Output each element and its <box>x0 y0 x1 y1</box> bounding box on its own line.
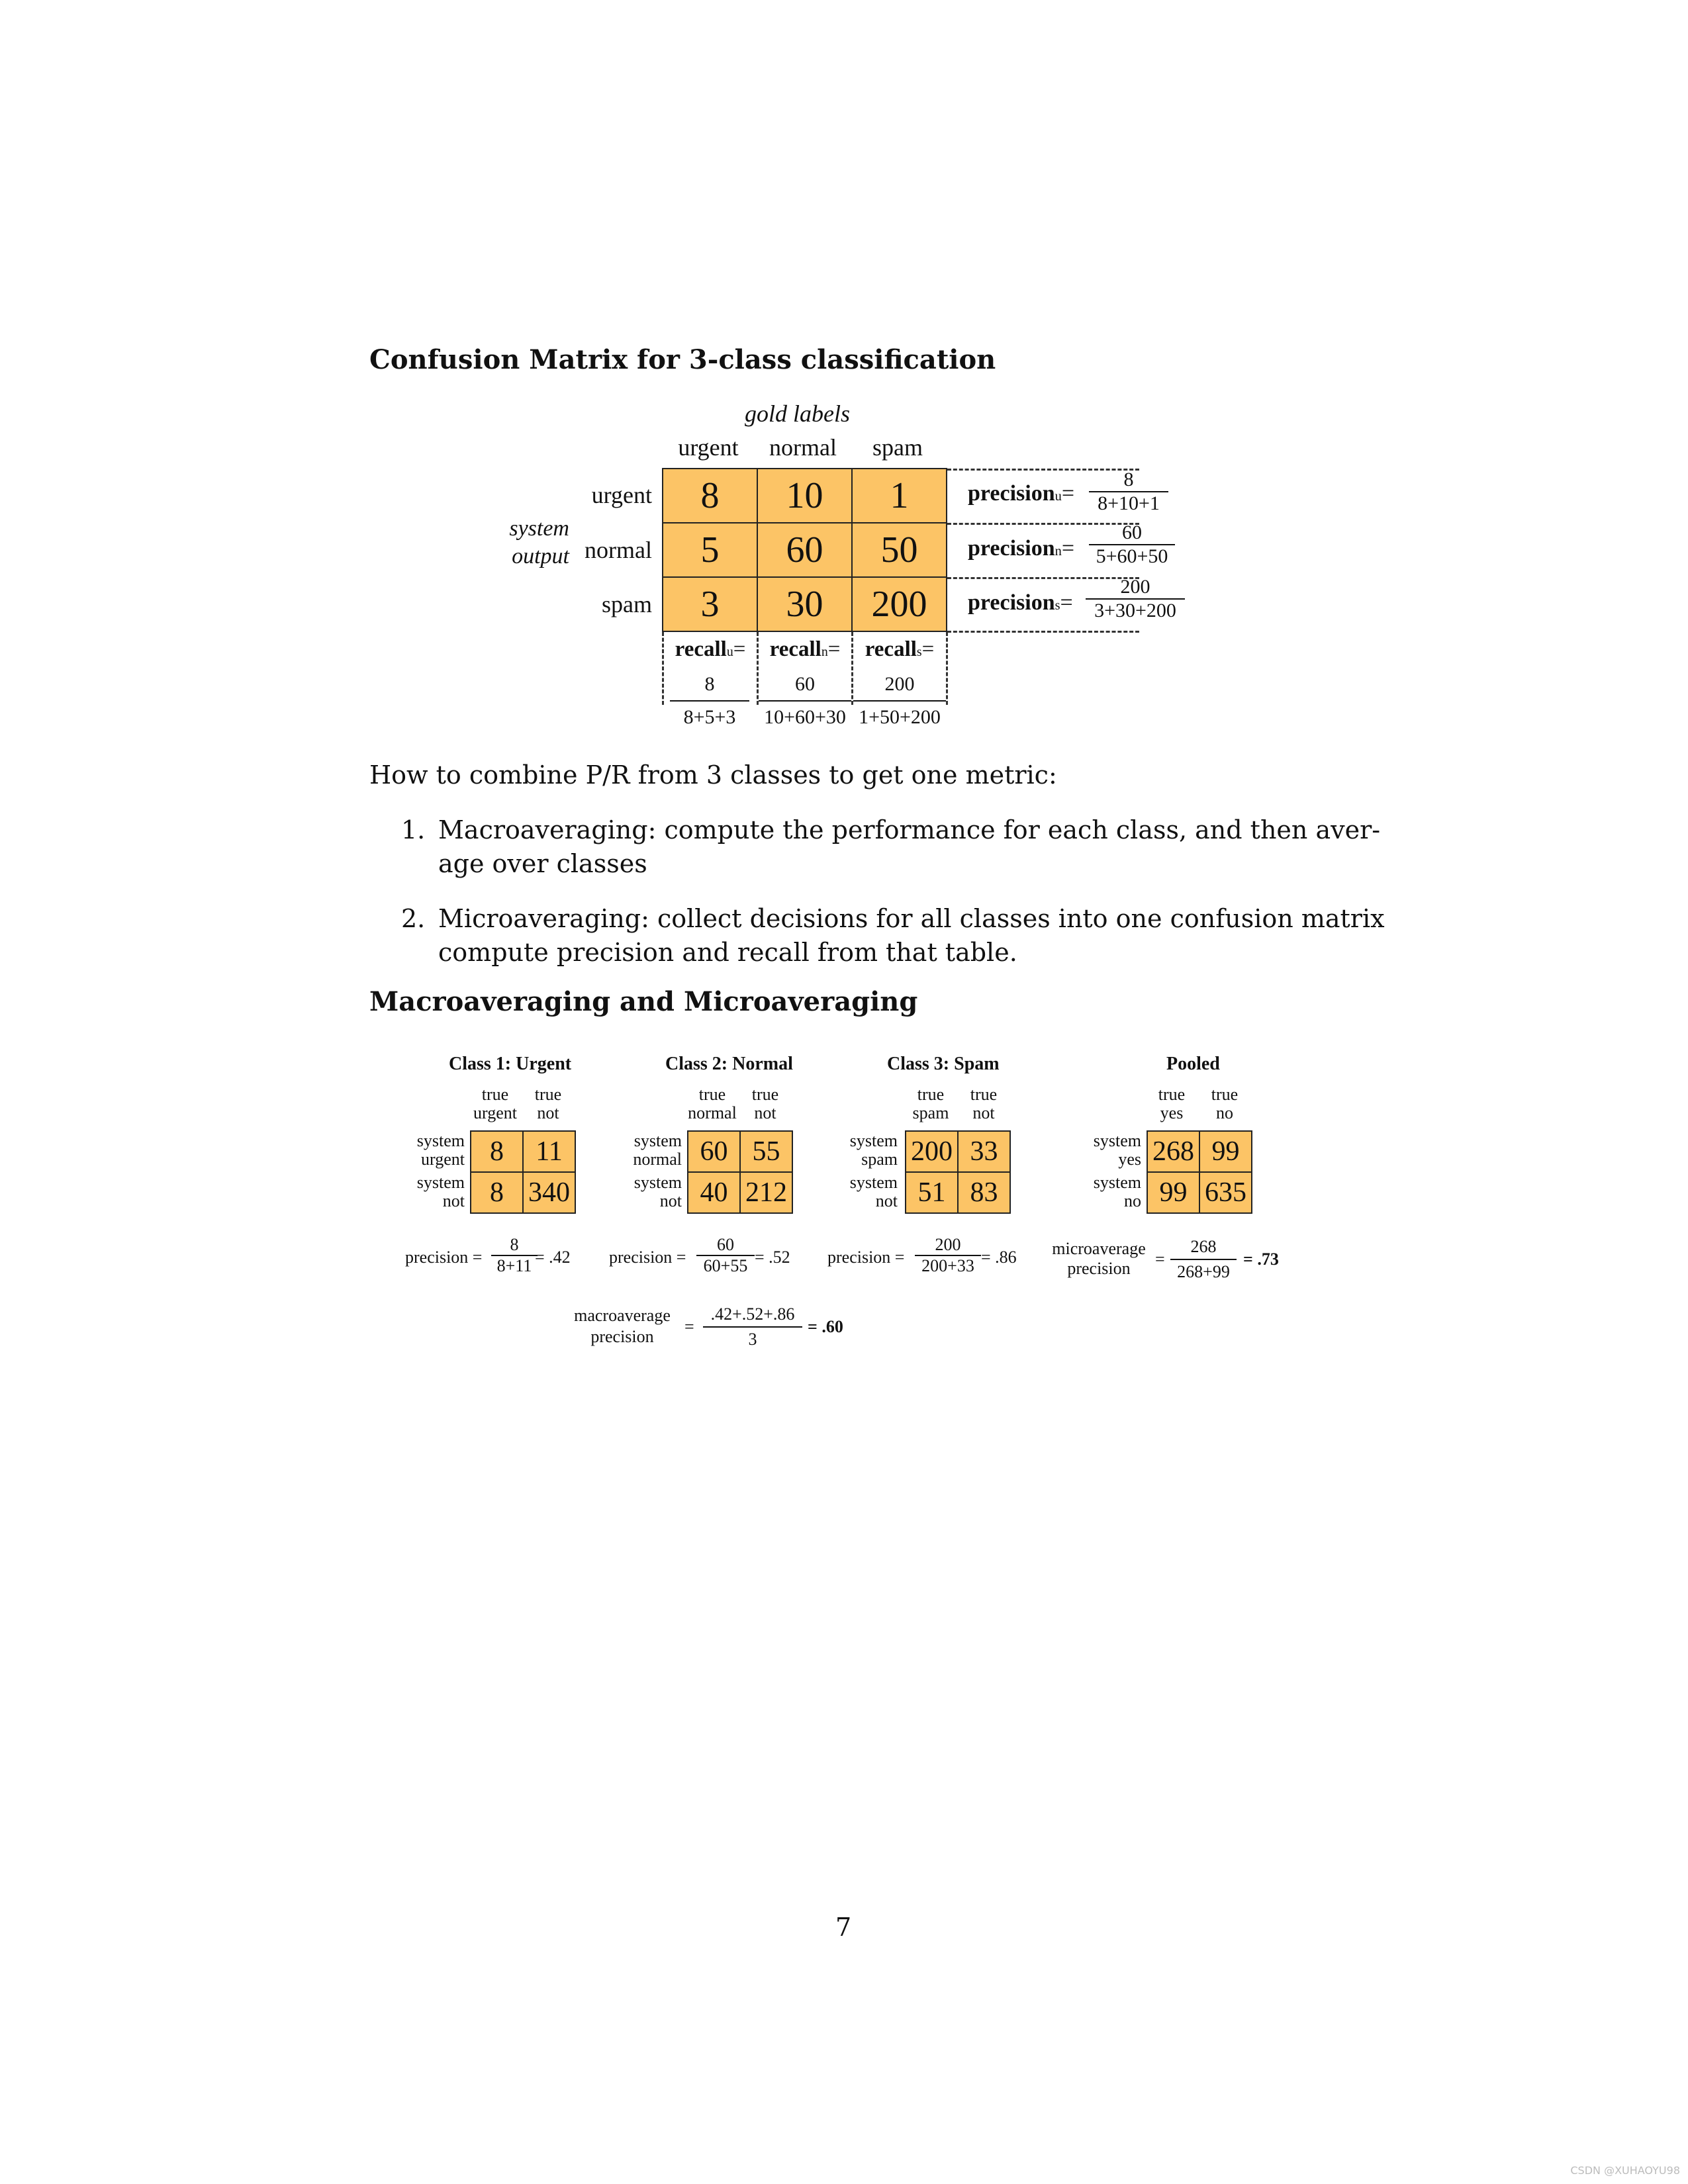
fraction-numerator: 60 <box>717 1235 734 1254</box>
fraction-numerator: 268 <box>1190 1237 1217 1256</box>
fraction-denominator: 200+33 <box>921 1256 974 1275</box>
row-header-urgent: urgent <box>591 482 652 508</box>
precision-normal-label: precisionn= <box>968 536 1074 561</box>
class3-row-system-spam: system spam <box>849 1131 898 1169</box>
class2-cell-fn: 40 <box>687 1171 741 1214</box>
class3-cell-tn: 83 <box>957 1171 1011 1214</box>
precision-urgent-fraction <box>1089 469 1168 515</box>
list-item-1-line1: Macroaveraging: compute the performance for each class, and then aver- <box>438 815 1381 844</box>
class1-row-system-not: system not <box>416 1173 465 1210</box>
class1-cell-tn: 340 <box>522 1171 576 1214</box>
list-item-1-number: 1. <box>401 815 426 844</box>
precision-normal-fraction <box>1089 522 1175 568</box>
class2-precision-fraction <box>696 1235 755 1276</box>
cm-cell-urgent-spam: 1 <box>851 468 947 523</box>
class3-row-system-not: system not <box>849 1173 898 1210</box>
gold-labels-caption: gold labels <box>745 400 850 427</box>
class1-cell-fn: 8 <box>470 1171 524 1214</box>
pooled-cell-tn: 635 <box>1199 1171 1252 1214</box>
class3-cell-fp: 33 <box>957 1130 1011 1173</box>
precision-urgent-label: precisionu= <box>968 481 1074 506</box>
macro-precision-fraction <box>703 1302 802 1351</box>
cm-cell-normal-urgent: 5 <box>662 522 758 578</box>
class2-col-true-not: true not <box>751 1085 779 1122</box>
class3-col-true-spam: true spam <box>912 1085 949 1122</box>
fraction-numerator: 60 <box>1122 522 1142 543</box>
fraction-denominator: 268+99 <box>1177 1262 1230 1281</box>
pooled-col-true-yes: true yes <box>1158 1085 1186 1122</box>
pooled-row-system-yes: system yes <box>1093 1131 1141 1169</box>
macro-precision-label: macroaverage precision <box>574 1306 671 1346</box>
class3-cell-fn: 51 <box>905 1171 959 1214</box>
class2-precision-result: = .52 <box>755 1248 790 1267</box>
pooled-precision-result: = .73 <box>1243 1250 1279 1269</box>
list-item-1-line2: age over classes <box>438 849 647 878</box>
fraction-denominator: 3+30+200 <box>1094 600 1176 621</box>
class1-title: Class 1: Urgent <box>449 1054 572 1074</box>
pooled-col-true-no: true no <box>1211 1085 1239 1122</box>
class2-row-system-normal: system normal <box>633 1131 682 1169</box>
class3-precision-result: = .86 <box>981 1248 1017 1267</box>
fraction-numerator: 200 <box>884 673 915 695</box>
fraction-numerator: 8 <box>1123 469 1134 490</box>
class3-precision-label: precision = <box>827 1248 905 1267</box>
fraction-numerator: 200 <box>1120 576 1150 598</box>
dash-line <box>947 631 1139 633</box>
fraction-numerator: 8 <box>510 1235 519 1254</box>
fraction-denominator: 3 <box>748 1330 757 1349</box>
cm-cell-normal-normal: 60 <box>757 522 853 578</box>
class1-precision-label: precision = <box>405 1248 483 1267</box>
fraction-denominator: 5+60+50 <box>1096 545 1168 567</box>
fraction-numerator: 200 <box>935 1235 961 1254</box>
recall-urgent-label: recallu= <box>675 637 746 661</box>
macro-equals: = <box>684 1317 694 1336</box>
row-header-normal: normal <box>585 537 652 563</box>
precision-spam-label: precisions= <box>968 590 1073 615</box>
class1-row-system-urgent: system urgent <box>416 1131 465 1169</box>
dash-line <box>946 632 948 705</box>
class3-precision-fraction <box>915 1235 981 1276</box>
confusion-matrix-title: Confusion Matrix for 3-class classification <box>369 344 996 375</box>
macro-precision-result: = .60 <box>808 1317 843 1336</box>
cm-cell-spam-normal: 30 <box>757 576 853 632</box>
fraction-denominator: 60+55 <box>703 1256 748 1275</box>
fraction-numerator: 60 <box>795 673 815 695</box>
pooled-row-system-no: system no <box>1093 1173 1141 1210</box>
class2-cell-tn: 212 <box>739 1171 793 1214</box>
col-header-normal: normal <box>769 434 837 461</box>
fraction-denominator: 8+5+3 <box>683 706 736 728</box>
class1-col-true-not: true not <box>534 1085 562 1122</box>
class1-cell-fp: 11 <box>522 1130 576 1173</box>
watermark: CSDN @XUHAOYU98 <box>1570 2164 1680 2177</box>
class3-title: Class 3: Spam <box>887 1054 1000 1074</box>
class2-row-system-not: system not <box>633 1173 682 1210</box>
list-item-2-line1: Microaveraging: collect decisions for all classes into one confusion matrix <box>438 904 1385 933</box>
class1-precision-fraction <box>491 1235 538 1276</box>
system-output-label-line1: system <box>509 516 569 541</box>
class1-col-true-urgent: true urgent <box>473 1085 517 1122</box>
intro-paragraph: How to combine P/R from 3 classes to get one metric: <box>369 760 1057 790</box>
class3-cell-tp: 200 <box>905 1130 959 1173</box>
fraction-denominator: 1+50+200 <box>859 706 941 728</box>
fraction-denominator: 8+11 <box>496 1256 532 1275</box>
class1-cell-tp: 8 <box>470 1130 524 1173</box>
fraction-denominator: 8+10+1 <box>1098 492 1160 514</box>
recall-spam-fraction <box>853 668 946 733</box>
fraction-denominator: 10+60+30 <box>764 706 846 728</box>
list-item-2-number: 2. <box>401 904 426 933</box>
class2-cell-tp: 60 <box>687 1130 741 1173</box>
pooled-precision-label: microaverage precision <box>1052 1239 1146 1278</box>
class3-col-true-not: true not <box>970 1085 998 1122</box>
pooled-cell-fn: 99 <box>1147 1171 1200 1214</box>
fraction-numerator: 8 <box>704 673 715 695</box>
col-header-urgent: urgent <box>678 434 739 461</box>
cm-cell-spam-spam: 200 <box>851 576 947 632</box>
pooled-cell-tp: 268 <box>1147 1130 1200 1173</box>
pooled-cell-fp: 99 <box>1199 1130 1252 1173</box>
class1-precision-result: = .42 <box>535 1248 571 1267</box>
list-item-2-line2: compute precision and recall from that table. <box>438 938 1017 967</box>
cm-cell-urgent-normal: 10 <box>757 468 853 523</box>
recall-normal-label: recalln= <box>769 637 841 661</box>
pooled-precision-fraction <box>1170 1235 1237 1284</box>
row-header-spam: spam <box>602 591 652 617</box>
recall-normal-fraction <box>759 668 851 733</box>
class2-precision-label: precision = <box>609 1248 686 1267</box>
class2-col-true-normal: true normal <box>688 1085 737 1122</box>
cm-cell-normal-spam: 50 <box>851 522 947 578</box>
system-output-label-line2: output <box>512 544 569 569</box>
col-header-spam: spam <box>872 434 923 461</box>
class2-cell-fp: 55 <box>739 1130 793 1173</box>
pooled-equals: = <box>1155 1250 1165 1269</box>
page-number: 7 <box>835 1913 852 1942</box>
recall-spam-label: recalls= <box>865 637 935 661</box>
precision-spam-fraction <box>1086 576 1185 622</box>
section-heading-averaging: Macroaveraging and Microaveraging <box>369 986 918 1017</box>
fraction-numerator: .42+.52+.86 <box>710 1304 795 1324</box>
cm-cell-spam-urgent: 3 <box>662 576 758 632</box>
class2-title: Class 2: Normal <box>665 1054 793 1074</box>
pooled-title: Pooled <box>1166 1054 1220 1074</box>
recall-urgent-fraction <box>670 668 749 733</box>
cm-cell-urgent-urgent: 8 <box>662 468 758 523</box>
